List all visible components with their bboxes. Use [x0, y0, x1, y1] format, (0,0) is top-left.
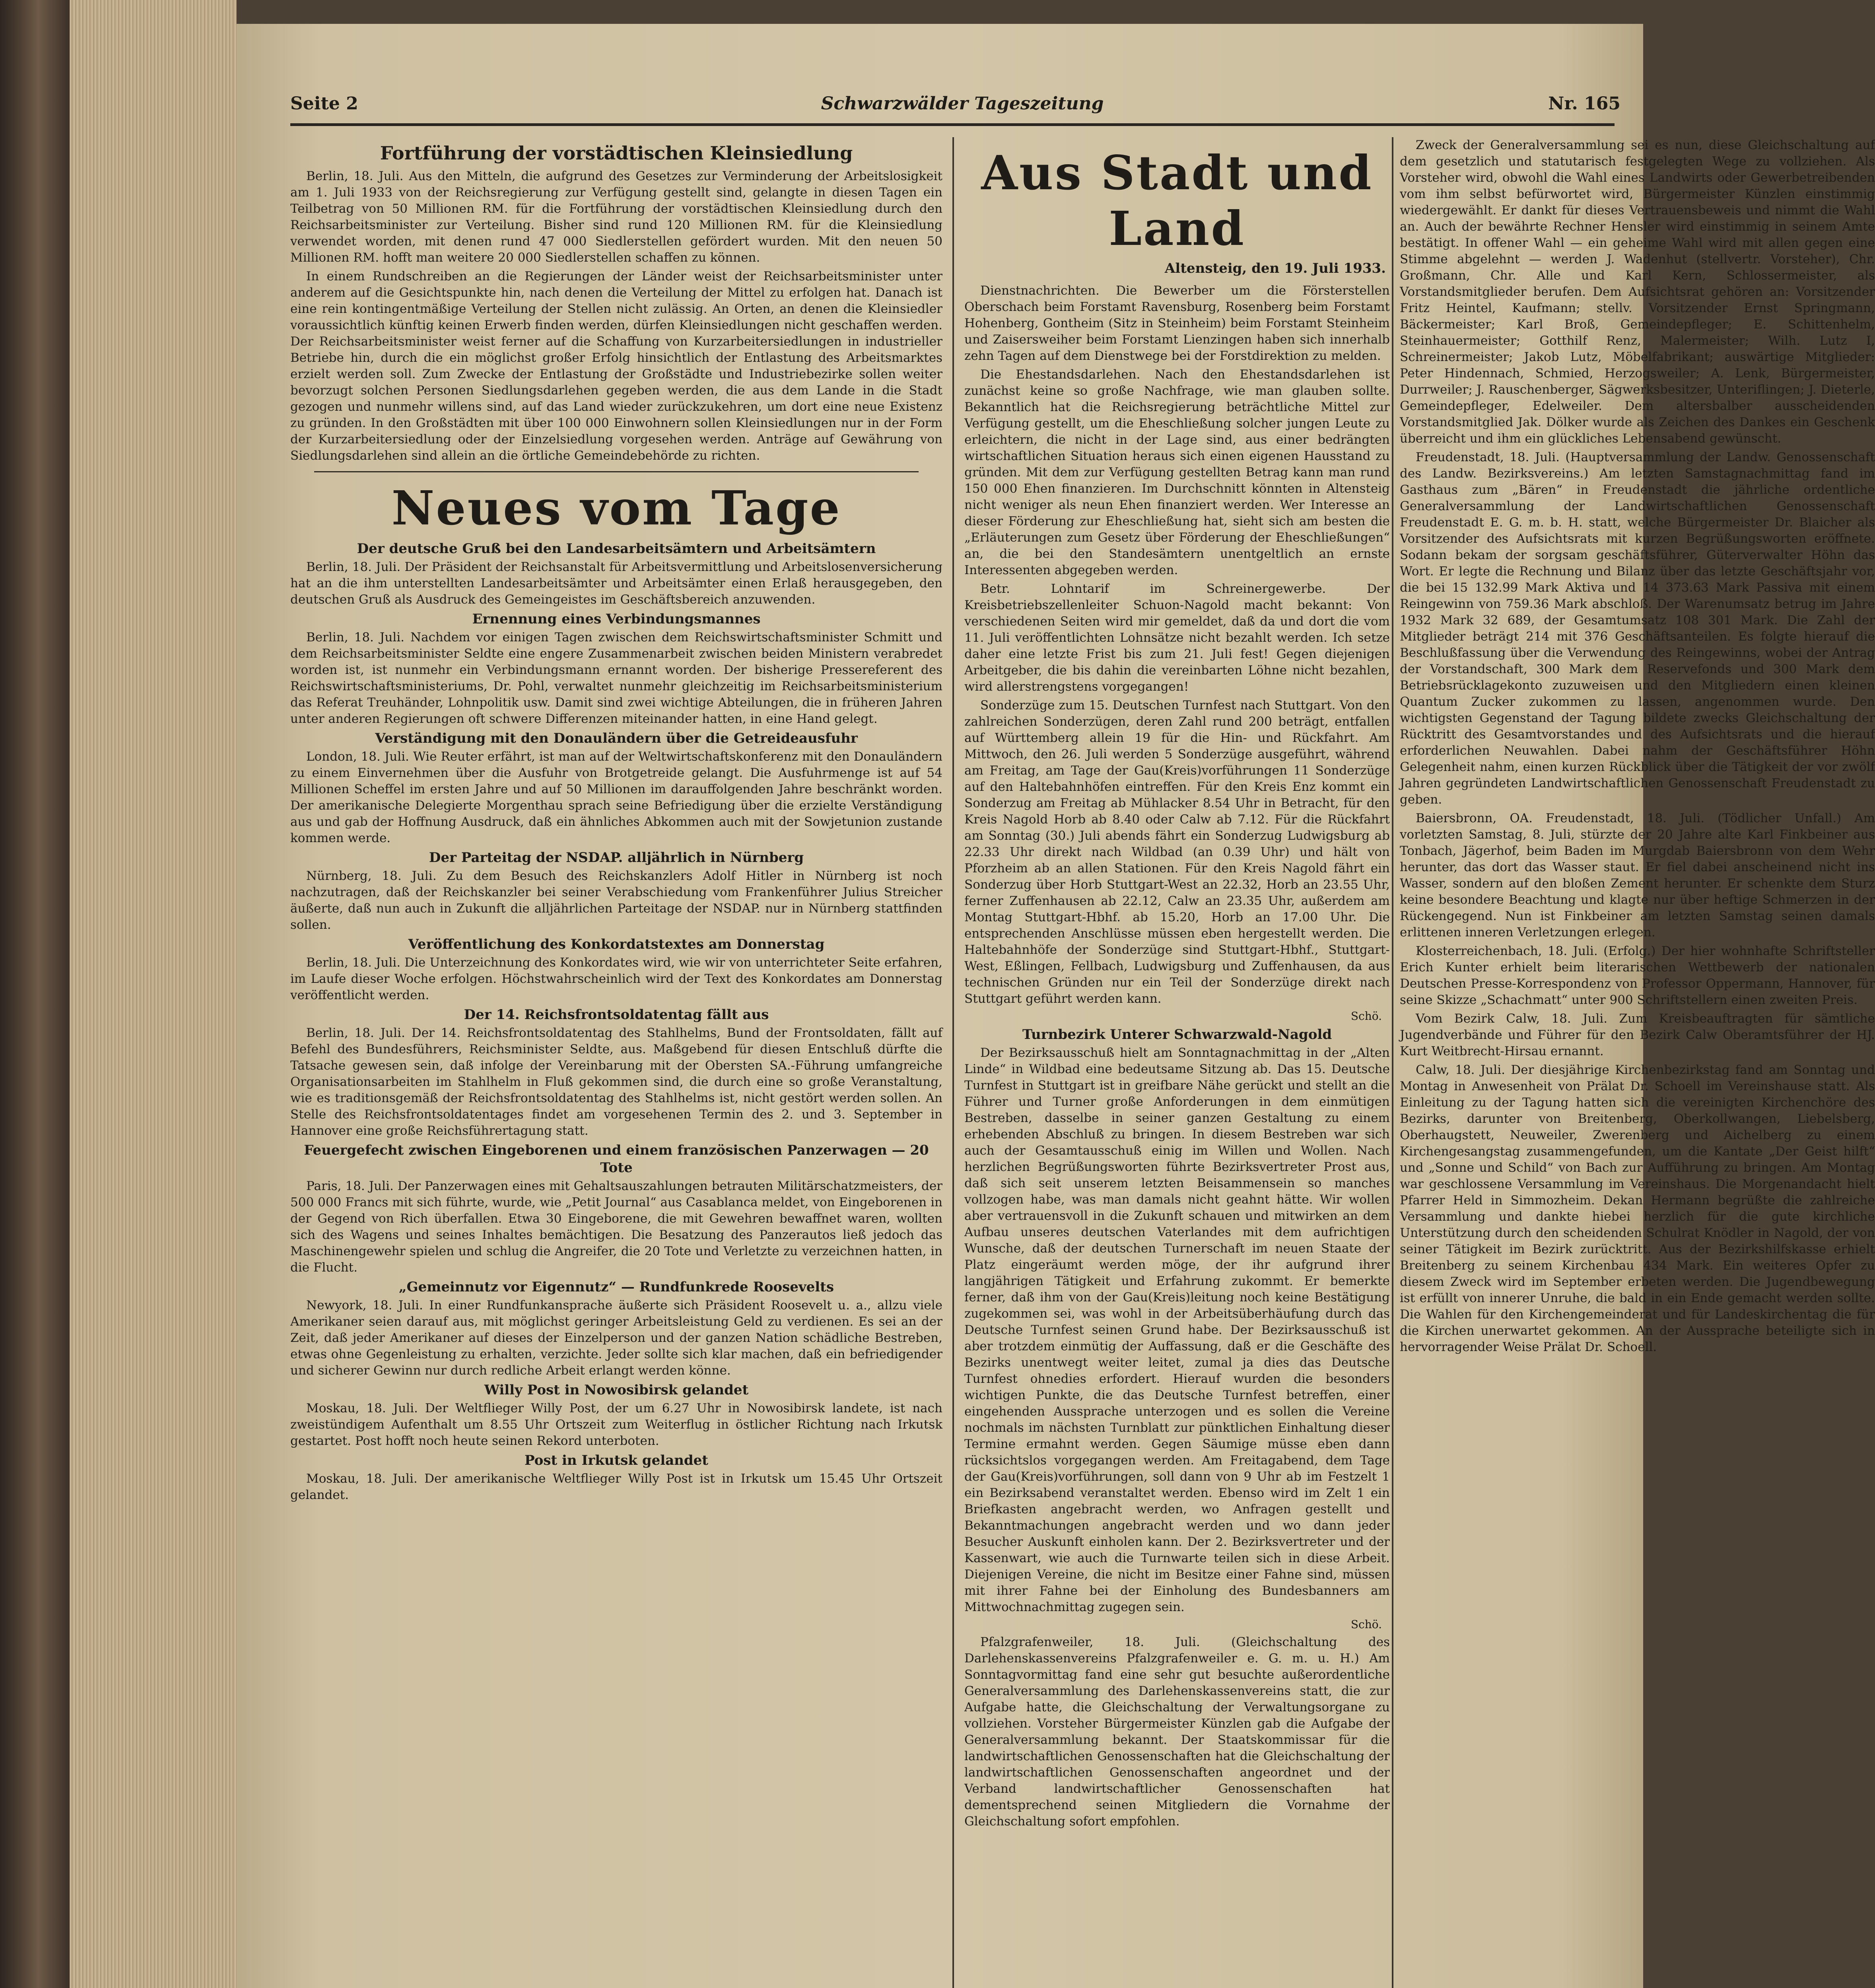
book-binding	[0, 0, 70, 1988]
subheadline: Der 14. Reichsfrontsoldatentag fällt aus	[464, 1007, 769, 1023]
author-signature: Schö.	[1350, 1010, 1382, 1023]
issue-number: Nr. 165	[1548, 93, 1620, 114]
article-text: Pfalzgrafenweiler, 18. Juli. (Gleichschaltung des Darlehenskassenvereins Pfalzgrafenweiler e. G. m. u. H.) Am Sonntagvormittag fand eine sehr gut besuchte außerordentliche Generalversammlung des Darlehenskassenvereins statt, die zur Aufgabe hatte, die Gleichschaltung der Verwaltungsorgane zu vollziehen. Vorsteher Bürgermeister Künzlen gab die Aufgabe der Generalversammlung bekannt. Der Staatskommissar für die landwirtschaftlichen Genossenschaften hat die Gleichschaltung der landwirtschaftlichen Genossenschaften angeordnet und der Verband landwirtschaftlicher Genossenschaften hat dementsprechend seinen Mitgliedern die Vornahme der Gleichschaltung sofort empfohlen.	[964, 1635, 1390, 1829]
dateline: Altensteig, den 19. Juli 1933.	[1164, 260, 1386, 276]
article-text: Betr. Lohntarif im Schreinergewerbe. Der Kreisbetriebszellenleiter Schuon-Nagold macht bekannt: Von verschiedenen Seiten wird mir gemeldet, daß da und dort die vom 11. Juli veröffentlichten Lohnsätze nicht bezahlt werden. Ich setze daher eine letzte Frist bis zum 21. Juli fest! Gegen diejenigen Arbeitgeber, die bis dahin die vereinbarten Löhne nicht bezahlen, wird allerstrengstens vorgegangen!	[964, 582, 1390, 694]
author-signature: Schö.	[1350, 1618, 1382, 1631]
article-text: Freudenstadt, 18. Juli. (Hauptversammlung der Landw. Genossenschaft des Landw. Bezirksvereins.) Am letzten Samstagnachmittag fand im Gasthaus zum „Bären“ in Freudenstadt die jährliche ordentliche Generalversammlung der Landwirtschaftlichen Genossenschaft Freudenstadt E. G. m. b. H. statt, welche Bürgermeister Dr. Blaicher als Vorsitzender des Aufsichtsrats mit kurzen Begrüßungsworten eröffnete. Sodann bekam der sorgsam geschäftsführer, Güterverwalter Höhn das Wort. Er legte die Rechnung und Bilanz über das letzte Geschäftsjahr vor, die bei 15 132.99 Mark Aktiva und 14 373.63 Mark Passiva mit einem Reingewinn von 759.36 Mark abschloß. Der Warenumsatz betrug im Jahre 1932 Mark 32 689, der Gesamtumsatz 108 301 Mark. Die Zahl der Mitglieder beträgt 214 mit 376 Geschäftsanteilen. Es folgte hierauf die Beschlußfassung über die Verwendung des Reingewinns, wobei der Antrag der Vorstandschaft, 300 Mark dem Reservefonds und 300 Mark dem Betriebsrücklagekonto zuzuweisen und den Mitgliedern einen kleinen Quantum Zucker zukommen zu lassen, angenommen wurde. Den wichtigsten Gegenstand der Tagung bildete zwecks Gleichschaltung der Rücktritt des Gesamtvorstandes und des Aufsichtsrats und die hierauf erforderlichen Neuwahlen. Dabei nahm der Geschäftsführer Höhn Gelegenheit nahm, einen kurzen Rückblick über die Tätigkeit der vor zwölf Jahren gegründeten Landwirtschaftlichen Genossenschaft Freudenstadt zu geben.	[1400, 450, 1875, 807]
page-header	[290, 93, 1628, 125]
article-text: Berlin, 18. Juli. Die Unterzeichnung des Konkordates wird, wie wir von unterrichteter Seite erfahren, im Laufe dieser Woche erfolgen. Höchstwahrscheinlich wird der Text des Konkordates am Donnerstag veröffentlicht werden.	[290, 955, 942, 1002]
article-text: Berlin, 18. Juli. Der 14. Reichsfrontsoldatentag des Stahlhelms, Bund der Frontsoldaten, fällt auf Befehl des Bundesführers, Reichsminister Seldte, aus. Maßgebend für diesen Entschluß dürfte die Tatsache gewesen sein, daß infolge der Vereinbarung mit der Obersten SA.-Führung umfangreiche Organisationsarbeiten im Stahlhelm in Fluß gekommen sind, die durch eine so große Veranstaltung, wie es traditionsgemäß der Reichsfrontsoldatentag des Stahlhelms ist, nicht gestört werden sollen. An Stelle des Reichsfrontsoldatentages findet am vorgesehenen Termin des 2. und 3. September in Hannover eine große Reichsführertagung statt.	[290, 1026, 942, 1138]
article-text: Sonderzüge zum 15. Deutschen Turnfest nach Stuttgart. Von den zahlreichen Sonderzügen, deren Zahl rund 200 beträgt, entfallen auf Württemberg allein 19 für die Hin- und Rückfahrt. Am Mittwoch, den 26. Juli werden 5 Sonderzüge ausgeführt, während am Freitag, am Tage der Gau(Kreis)vorführungen 11 Sonderzüge auf den Haltebahnhöfen eintreffen. Für den Kreis Enz kommt ein Sonderzug am Freitag ab Mühlacker 8.54 Uhr in Betracht, für den Kreis Nagold Horb ab 8.40 oder Calw ab 7.12. Für die Rückfahrt am Sonntag (30.) Juli abends fährt ein Sonderzug Ludwigsburg ab 22.33 Uhr direkt nach Wildbad (an 0.39 Uhr) und hält von Pforzheim ab an allen Stationen. Für den Kreis Nagold fährt ein Sonderzug über Horb Stuttgart-West an 22.32, Horb an 23.55 Uhr, ferner Zuffenhausen ab 22.12, Calw an 23.35 Uhr, außerdem am Montag Stuttgart-Hbhf. ab 15.20, Horb an 17.00 Uhr. Die entsprechenden Anschlüsse müssen eben hergestellt werden. Die Haltebahnhöfe der Sonderzüge sind Stuttgart-Hbhf., Stuttgart-West, Eßlingen, Fellbach, Ludwigsburg und Zuffenhausen, da aus technischen Gründen nur ein Teil der Sonderzüge direkt nach Stuttgart geführt werden kann.	[964, 698, 1390, 1006]
article-text: In einem Rundschreiben an die Regierungen der Länder weist der Reichsarbeitsminister unter anderem auf die Gesichtspunkte hin, nach denen die Verteilung der Mittel zu erfolgen hat. Danach ist eine rein kontingentmäßige Verteilung der Stellen nicht zulässig. An Orten, an denen die Kleinsiedler voraussichtlich künftig keinen Erwerb finden werden, dürfen Kleinsiedlungen nicht geschaffen werden. Der Reichsarbeitsminister weist ferner auf die Schaffung von Kurzarbeitersiedlungen in industrieller Betriebe hin, durch die ein möglichst großer Erfolg hinsichtlich der Entlastung des Arbeitsmarktes erzielt werden soll. Zum Zwecke der Entlastung der Großstädte und Industriebezirke sollen weiter bevorzugt solchen Personen Siedlungsdarlehen gegeben werden, die aus dem Lande in die Stadt gezogen und nunmehr willens sind, auf das Land wieder zurückzukehren, um dort eine neue Existenz zu gründen. In den Großstädten mit über 100 000 Einwohnern sollen Kleinsiedlungen nur in der Form der Kurzarbeitersiedlung oder der Einzelsiedlung vorgesehen werden. Anträge auf Gewährung von Siedlungsdarlehen sind allein an die örtliche Gemeindebehörde zu richten.	[290, 269, 942, 463]
article-text: Moskau, 18. Juli. Der amerikanische Weltflieger Willy Post ist in Irkutsk um 15.45 Uhr Ortszeit gelandet.	[290, 1472, 942, 1502]
article-text: Berlin, 18. Juli. Nachdem vor einigen Tagen zwischen dem Reichswirtschaftsminister Schmitt und dem Reichsarbeitsminister Seldte eine engere Zusammenarbeit zwischen beiden Ministern verabredet worden ist, ist nunmehr ein Verbindungsmann ernannt worden. Der bisherige Pressereferent des Reichswirtschaftsministeriums, Dr. Pohl, verwaltet nunmehr gleichzeitig im Reichsarbeitsministerium das Referat Treuhänder, Lohnpolitik usw. Damit sind zwei wichtige Abteilungen, die in früheren Jahren unter anderen Regierungen oft schwere Differenzen miteinander hatten, in eine Hand gelegt.	[290, 630, 942, 726]
article-text: Moskau, 18. Juli. Der Weltflieger Willy Post, der um 6.27 Uhr in Nowosibirsk landete, ist nach zweistündigem Aufenthalt um 8.55 Uhr Ortszeit zum Weiterflug in östlicher Richtung nach Irkutsk gestartet. Post hofft noch heute seinen Rekord unterboten.	[290, 1401, 942, 1448]
article-text: Berlin, 18. Juli. Aus den Mitteln, die aufgrund des Gesetzes zur Verminderung der Arbeitslosigkeit am 1. Juli 1933 von der Reichsregierung zur Verfügung gestellt sind, gelangte in diesen Tagen ein Teilbetrag von 50 Millionen RM. für die Fortführung der vorstädtischen Kleinsiedlung durch den Reichsarbeitsminister zur Verteilung. Bisher sind rund 120 Millionen RM. für die Kleinsiedlung verwendet worden, mit denen rund 47 000 Siedlerstellen gefördert wurden. Mit den neuen 50 Millionen RM. hofft man weitere 20 000 Siedlerstellen schaffen zu können.	[290, 169, 942, 265]
article-text: Zweck der Generalversammlung sei es nun, diese Gleichschaltung auf dem gesetzlich und statutarisch festgelegten Wege zu vollziehen. Als Vorsteher wird, obwohl die Wahl eines Landwirts oder Gewerbetreibenden vom ihm selbst befürwortet wird, Bürgermeister Künzlen einstimmig wiedergewählt. Er dankt für dieses Vertrauensbeweis und nimmt die Wahl an. Auch der bewährte Rechner Hensler wird einstimmig in seinem Amte bestätigt. In offener Wahl — ein geheime Wahl wird mit allen gegen eine Stimme abgelehnt — werden J. Wadenhut (stellvertr. Vorsteher), Chr. Großmann, Chr. Alle und Karl Kern, Schlossermeister, als Vorstandsmitglieder berufen. Dem Aufsichtsrat gehören an: Vorsitzender Fritz Heintel, Kaufmann; stellv. Vorsitzender Ernst Springmann, Bäckermeister; Karl Broß, Gemeindepfleger; E. Schittenhelm, Steinhauermeister; Gotthilf Renz, Malermeister; Wilh. Lutz I, Schreinermeister; Jakob Lutz, Möbelfabrikant; auswärtige Mitglieder: Peter Hindennach, Schmied, Herzogsweiler; A. Lenk, Bürgermeister, Durrweiler; J. Rauschenberger, Sägwerksbesitzer, Unteriflingen; J. Dieterle, Gemeindepfleger, Edelweiler. Dem altersbalber ausscheidenden Vorstandsmitglied Jak. Dölker wurde als Zeichen des Dankes ein Geschenk überreicht und ihm ein glückliches Lebensabend gewünscht.	[1400, 138, 1875, 446]
header-rule	[290, 123, 1615, 126]
section-divider	[314, 471, 919, 472]
article-text: Dienstnachrichten. Die Bewerber um die Försterstellen Oberschach beim Forstamt Ravensburg, Rosenberg beim Forstamt Hohenberg, Gontheim (Sitz in Steinheim) beim Forstamt Steinheim und Zaisersweiher beim Forstamt Lienzingen haben sich innerhalb zehn Tagen auf dem Dienstwege bei der Forstdirektion zu melden.	[964, 283, 1390, 363]
page-number: Seite 2	[290, 93, 358, 114]
article-text: Klosterreichenbach, 18. Juli. (Erfolg.) Der hier wohnhafte Schriftsteller Erich Kunter erhielt beim literarischen Wettbewerb der nationalen Deutschen Presse-Korrespondenz von Professor Oppermann, Hannover, für seine Skizze „Schachmatt“ unter 900 Schriftstellern einen zweiten Preis.	[1400, 944, 1875, 1007]
column-2	[964, 137, 1390, 1988]
subheadline: Post in Irkutsk gelandet	[524, 1452, 708, 1468]
article-text: Newyork, 18. Juli. In einer Rundfunkansprache äußerte sich Präsident Roosevelt u. a., allzu viele Amerikaner seien darauf aus, mit möglichst geringer Arbeitsleistung Geld zu verdienen. Es sei an der Zeit, daß jeder Amerikaner auf dieses der Einzelperson und der ganzen Nation schädliche Bestreben, etwas ohne Gegenleistung zu erhalten, verzichte. Jeder sollte sich klar machen, daß ein befriedigender und sicherer Gewinn nur durch redliche Arbeit erlangt werden könne.	[290, 1298, 942, 1378]
headline-kleinsiedlung: Fortführung der vorstädtischen Kleinsiedlung	[380, 142, 853, 164]
newspaper-page	[237, 24, 1875, 1988]
page-stack-edges	[70, 0, 237, 1988]
subheadline: Veröffentlichung des Konkordatstextes am Donnerstag	[408, 936, 825, 952]
article-text: Berlin, 18. Juli. Der Präsident der Reichsanstalt für Arbeitsvermittlung und Arbeitslosenversicherung hat an die ihm unterstellten Landesarbeitsämter und Arbeitsämter einen Erlaß herausgegeben, den deutschen Gruß als Ausdruck des Gemeingeistes im Geschäftsbereich anzuwenden.	[290, 560, 942, 607]
column-3	[1400, 137, 1875, 1988]
newspaper-title: Schwarzwälder Tageszeitung	[821, 93, 1104, 114]
subheadline: Verständigung mit den Donauländern über die Getreideausfuhr	[375, 730, 858, 746]
article-text: Der Bezirksausschuß hielt am Sonntagnachmittag in der „Alten Linde“ in Wildbad eine bedeutsame Sitzung ab. Das 15. Deutsche Turnfest in Stuttgart ist in greifbare Nähe gerückt und stellt an die Führer und Turner große Anforderungen in dem einmütigen Bestreben, dasselbe in seiner ganzen Gestaltung zu einem erhebenden Abschluß zu bringen. In diesem Bestreben war sich auch der Gesamtausschuß einig im Willen und Wollen. Nach herzlichen Begrüßungsworten führte Bezirksvertreter Prost aus, daß sich seit unserem letzten Beisammensein so manches vollzogen habe, was man damals nicht geahnt hätte. Wir wollen aber vertrauensvoll in die Zukunft schauen und mitwirken an dem Aufbau unseres deutschen Vaterlandes mit dem aufrichtigen Wunsche, daß der deutschen Turnerschaft im neuen Staate der Platz eingeräumt werden möge, der ihr aufgrund ihrer langjährigen Tätigkeit und Erfahrung zukommt. Er bemerkte ferner, daß ihm von der Gau(Kreis)leitung noch keine Bestätigung zugekommen sei, was wohl in der Arbeitsüberhäufung durch das Deutsche Turnfest seinen Grund habe. Der Bezirksausschuß ist aber trotzdem einmütig der Auffassung, daß er die Geschäfte des Bezirks unentwegt weiter leitet, zumal ja dies das Deutsche Turnfest ohnedies erfordert. Hierauf wurden die besonders wichtigen Punkte, die das Deutsche Turnfest betreffen, einer eingehenden Aussprache unterzogen und es sollen die Vereine nochmals im nächsten Turnblatt zur pünktlichen Einhaltung dieser Termine ermahnt werden. Gegen Säumige müsse eben dann rücksichtslos vorgegangen werden. Am Freitagabend, dem Tage der Gau(Kreis)vorführungen, soll dann von 9 Uhr ab im Festzelt 1 ein Bezirksabend veranstaltet werden. Ebenso wird im Zelt 1 ein Briefkasten angebracht werden, wo Anfragen gestellt und Bekanntmachungen angebracht werden und wo dann jeder Besucher Auskunft einholen kann. Der 2. Bezirksvertreter und der Kassenwart, wie auch die Turnwarte teilen sich in diese Arbeit. Diejenigen Vereine, die nicht im Besitze einer Fahne sind, müssen mit ihrer Fahne bei der Einholung des Bundesbanners am Mittwochnachmittag zugegen sein.	[964, 1046, 1390, 1614]
article-text: Baiersbronn, OA. Freudenstadt, 18. Juli. (Tödlicher Unfall.) Am vorletzten Samstag, 8. Juli, stürzte der 20 Jahre alte Karl Finkbeiner aus Tonbach, Jägerhof, beim Baden im Murgdab Baiersbronn von dem Wehr herunter, das dort das Wasser staut. Er fiel dabei anscheinend nicht ins Wasser, sondern auf den bloßen Zement herunter. Er schenkte dem Sturz keine besondere Beachtung und klagte nur über heftige Schmerzen in der Rückengegend. Nun ist Finkbeiner am letzten Samstag seinen damals erlittenen inneren Verletzungen erlegen.	[1400, 811, 1875, 940]
article-text: Nürnberg, 18. Juli. Zu dem Besuch des Reichskanzlers Adolf Hitler in Nürnberg ist noch nachzutragen, daß der Reichskanzler bei seiner Verabschiedung vom Frankenführer Julius Streicher äußerte, daß nun auch in Zukunft die alljährlichen Parteitage der NSDAP. nur in Nürnberg stattfinden sollen.	[290, 869, 942, 932]
subheadline: Ernennung eines Verbindungsmannes	[472, 611, 761, 627]
column-rule	[1392, 137, 1393, 1988]
subheadline: Turnbezirk Unterer Schwarzwald-Nagold	[1022, 1027, 1332, 1043]
subheadline: „Gemeinnutz vor Eigennutz“ — Rundfunkrede Roosevelts	[399, 1279, 834, 1295]
subheadline: Der Parteitag der NSDAP. alljährlich in Nürnberg	[429, 850, 804, 866]
subheadline: Der deutsche Gruß bei den Landesarbeitsämtern und Arbeitsämtern	[357, 541, 876, 557]
section-title-neues-vom-tage: Neues vom Tage	[391, 480, 841, 536]
article-text: London, 18. Juli. Wie Reuter erfährt, ist man auf der Weltwirtschaftskonferenz mit den Donauländern zu einem Einvernehmen über die Ausfuhr von Brotgetreide gelangt. Die Ausfuhrmenge ist auf 54 Millionen Scheffel im ersten Jahre und auf 50 Millionen im darauffolgenden Jahre beschränkt worden. Der amerikanische Delegierte Morgenthau sprach seine Befriedigung über die erzielte Verständigung aus und gab der Hoffnung Ausdruck, daß ein ähnliches Abkommen auch mit der Sowjetunion zustande kommen werde.	[290, 749, 942, 845]
subheadline: Feuergefecht zwischen Eingeborenen und einem französischen Panzerwagen — 20 Tote	[304, 1142, 929, 1176]
article-text: Vom Bezirk Calw, 18. Juli. Zum Kreisbeauftragten für sämtliche Jugendverbände und Führer für den Bezirk Calw Oberamtsführer der HJ. Kurt Weitbrecht-Hirsau ernannt.	[1400, 1011, 1875, 1058]
section-title-aus-stadt-und-land: Aus Stadt und Land	[981, 145, 1373, 256]
article-text: Calw, 18. Juli. Der diesjährige Kirchenbezirkstag fand am Sonntag und Montag in Anwesenheit von Prälat Dr. Schoell im Vereinshause statt. Als Einleitung zu der Tagung hatten sich die vereinigten Kirchenchöre des Bezirks, darunter von Breitenberg, Oberkollwangen, Liebelsberg, Oberhaugstett, Neuweiler, Zwerenberg und Aichelberg zu einem Kirchengesangstag zusammengefunden, um die Kantate „Der Geist hilft“ und „Sonne und Schild“ von Bach zur Aufführung zu bringen. Am Montag war geschlossene Versammlung im Vereinshaus. Die Morgenandacht hielt Pfarrer Held in Simmozheim. Dekan Hermann begrüßte die zahlreiche Versammlung und dankte hiebei herzlich für die gute kirchliche Unterstützung durch den scheidenden Schulrat Knödler in Nagold, der von seiner Tätigkeit im Bezirk zurücktritt. Aus der Bezirkshilfskasse erhielt Breitenberg zu seinem Kirchenbau 434 Mark. Ein weiteres Opfer zu diesem Zweck wird im September erbeten werden. Die Jugendbewegung ist erfüllt von innerer Unruhe, die bald in ein Ende gemacht werden sollte. Die Wahlen für den Kirchengemeinderat und für Landeskirchentag die für die Kirchen unerwartet gekommen. An der Aussprache beteiligte sich in hervorragender Weise Prälat Dr. Schoell.	[1400, 1063, 1875, 1354]
subheadline: Willy Post in Nowosibirsk gelandet	[484, 1382, 749, 1398]
article-text: Die Ehestandsdarlehen. Nach den Ehestandsdarlehen ist zunächst keine so große Nachfrage, wie man glauben sollte. Bekanntlich hat die Reichsregierung beträchtliche Mittel zur Verfügung gestellt, um die Eheschließung solcher jungen Leute zu erleichtern, die nicht in der Lage sind, aus einer bedrängten wirtschaftlichen Situation heraus sich einen eigenen Hausstand zu gründen. Mit dem zur Verfügung gestellten Betrag kann man rund 150 000 Ehen finanzieren. Im Durchschnitt könnten in Altensteig nicht weniger als neun Ehen finanziert werden. Wer Interesse an dieser Förderung zur Eheschließung hat, sieht sich am besten die „Erläuterungen zum Gesetz über Förderung der Eheschließungen“ an, die bei den Standesämtern unentgeltlich an ernste Interessenten abgegeben werden.	[964, 367, 1390, 577]
column-1	[290, 137, 942, 1988]
column-rule	[952, 137, 954, 1988]
article-text: Paris, 18. Juli. Der Panzerwagen eines mit Gehaltsauszahlungen betrauten Militärschatzmeisters, der 500 000 Francs mit sich führte, wurde, wie „Petit Journal“ aus Casablanca meldet, von Eingeborenen in der Gegend von Rich überfallen. Etwa 30 Eingeborene, die mit Gewehren bewaffnet waren, wollten sich des Wagens und seines Inhaltes bemächtigen. Die Besatzung des Panzerautos ließ jedoch das Maschinengewehr spielen und schlug die Angreifer, die 20 Tote und Verletzte zu verzeichnen hatten, in die Flucht.	[290, 1179, 942, 1275]
